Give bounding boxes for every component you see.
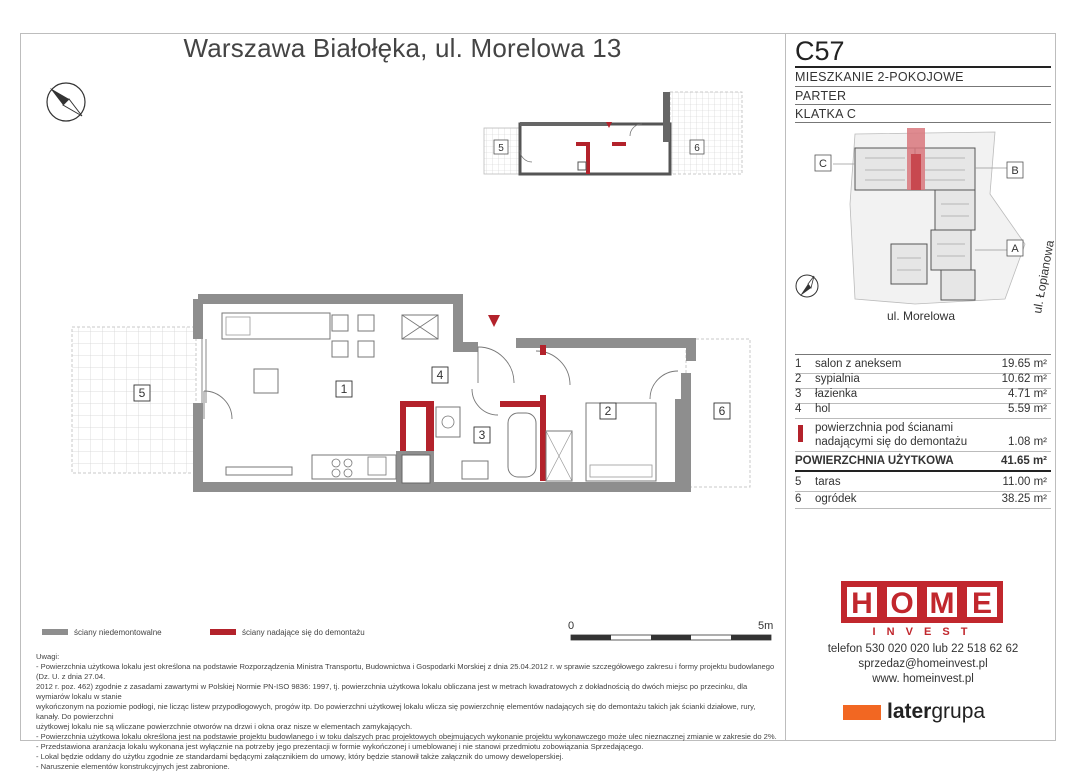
room-num: 2	[795, 373, 802, 385]
logo-letter-o: O	[890, 587, 914, 620]
room-name: sypialnia	[815, 373, 860, 385]
rule	[795, 418, 1051, 419]
later-light: grupa	[931, 700, 986, 723]
note-item: użytkowej lokalu nie są wliczane powierzchnie otworów na drzwi i okna oraz nisze w elementach zamykających.	[36, 722, 413, 731]
contact-email: sprzedaz@homeinvest.pl	[858, 658, 988, 670]
extra-area: 11.00 m²	[1002, 476, 1047, 488]
legend-gray-swatch	[42, 629, 68, 635]
room-num: 1	[795, 358, 802, 370]
room-area: 10.62 m²	[1001, 373, 1047, 385]
site-map	[795, 124, 1057, 338]
floor-plan	[66, 295, 766, 500]
room-area: 5.59 m²	[1008, 403, 1047, 415]
room-name: salon z aneksem	[815, 358, 902, 370]
note-item: wykończonym na poziomie podłogi, nie licząc listew przypodłogowych, progów itp. Do powierzchni użytkowej lokalu wlicza się powierzchnię elementów nadających się do demontażu takich jak ścianki działowe, rury, kanały. Do powierzchni	[36, 702, 756, 721]
later-logo-mark	[843, 705, 881, 720]
unit-floor: PARTER	[795, 89, 847, 103]
mini-plan	[480, 86, 750, 182]
unit-type: MIESZKANIE 2-POKOJOWE	[795, 70, 964, 84]
extra-area: 38.25 m²	[1001, 493, 1047, 505]
demolition-line1: powierzchnia pod ścianami	[815, 422, 954, 434]
rule	[795, 104, 1051, 105]
logo-letter-h: H	[851, 587, 873, 620]
extra-num: 6	[795, 493, 802, 505]
demolition-area: 1.08 m²	[1008, 436, 1047, 448]
room-area: 19.65 m²	[1001, 358, 1047, 370]
mini-label-5: 5	[498, 143, 504, 154]
demolition-line2: nadającymi się do demontażu	[815, 436, 968, 448]
note-item: - Powierzchnia użytkowa lokalu jest określona na podstawie Rozporządzenia Ministra Transportu, Budownictwa i Gospodarki Morskiej z dnia 25.04.2012 r. w sprawie szczegółowego zakresu i formy projektu budowlanego (Dz. U. z dnia 27.04.	[36, 662, 775, 681]
scale-bar	[570, 634, 772, 642]
street-lopianowa: ul. Łopianowa	[1030, 239, 1057, 315]
room-number-3: 3	[478, 428, 486, 442]
note-item: - Powierzchnia użytkowa lokalu określona jest na podstawie projektu budowlanego i w toku dalszych prac projektowych obejmujących wykonanie projektu wykonawczego może ulec nieznacznej zmianie w zakresie do 2%.	[36, 732, 777, 741]
rule	[795, 470, 1051, 472]
notes	[36, 652, 781, 772]
room-num: 3	[795, 388, 802, 400]
legend-red-label: ściany nadające się do demontażu	[242, 628, 365, 637]
unit-code: C57	[795, 36, 845, 66]
logo-letter-m: M	[929, 587, 955, 620]
street-morelowa: ul. Morelowa	[886, 309, 956, 323]
rule	[795, 354, 1051, 355]
room-number-1: 1	[340, 382, 348, 396]
rule	[795, 451, 1051, 452]
unit-staircase: KLATKA C	[795, 107, 857, 121]
legend-gray-label: ściany niedemontowalne	[74, 628, 162, 637]
notes-title: Uwagi:	[36, 652, 60, 661]
later-bold: later	[887, 700, 932, 723]
legend-red-swatch	[210, 629, 236, 635]
site-label-b: B	[1011, 165, 1019, 177]
note-item: 2012 r. poz. 462) zgodnie z zasadami zawartymi w Polskiej Normie PN-ISO 9836: 1997, tj. powierzchnia użytkowa lokalu obliczana jest w metrach kwadratowych z dokładnością do dwóch miejsc po przecinku, dla wymiarów lokalu w stanie	[36, 682, 748, 701]
logo-letter-e: E	[971, 587, 993, 620]
room-area: 4.71 m²	[1008, 388, 1047, 400]
scale-start: 0	[568, 620, 575, 632]
note-item: - Przedstawiona aranżacja lokalu wykonana jest wyłącznie na potrzeby jego prezentacji w formie wykończonej i umeblowanej i nie stanowi przedmiotu zobowiązania Sprzedającego.	[36, 742, 644, 751]
site-label-c: C	[819, 158, 827, 170]
compass-icon	[44, 80, 88, 124]
room-name: łazienka	[815, 388, 858, 400]
contact-phone: telefon 530 020 020 lub 22 518 62 62	[827, 643, 1019, 655]
rule	[795, 86, 1051, 87]
sheet-divider	[785, 33, 786, 741]
home-invest-logo	[840, 580, 1004, 638]
note-item: - Lokal będzie oddany do użytku zgodnie ze standardami będącymi załącznikiem do umowy, który będzie stanowił także załącznik do umowy deweloperskiej.	[36, 752, 564, 761]
room-num: 4	[795, 403, 802, 415]
page-title: Warszawa Białołęka, ul. Morelowa 13	[183, 33, 622, 63]
rule	[795, 122, 1051, 123]
room-number-2: 2	[604, 404, 612, 418]
extra-name: ogródek	[815, 493, 857, 505]
room-name: hol	[815, 403, 831, 415]
usable-area: 41.65 m²	[1000, 455, 1047, 467]
logo-invest: I N V E S T	[872, 626, 972, 638]
usable-label: POWIERZCHNIA UŻYTKOWA	[795, 455, 954, 467]
site-label-a: A	[1011, 243, 1019, 255]
demolition-row	[795, 422, 1047, 452]
scale-end: 5m	[758, 620, 774, 632]
header-rule	[795, 66, 1051, 68]
mini-label-6: 6	[694, 143, 700, 154]
note-item: - Naruszenie elementów konstrukcyjnych jest zabronione.	[36, 762, 230, 771]
later-logo	[887, 700, 985, 724]
contact-web: www. homeinvest.pl	[872, 673, 974, 685]
extra-num: 5	[795, 476, 802, 488]
rule	[795, 508, 1051, 509]
room-number-4: 4	[436, 368, 444, 382]
room-number-6: 6	[718, 404, 726, 418]
extra-name: taras	[815, 476, 841, 488]
room-number-5: 5	[138, 386, 146, 400]
rule	[795, 491, 1051, 492]
